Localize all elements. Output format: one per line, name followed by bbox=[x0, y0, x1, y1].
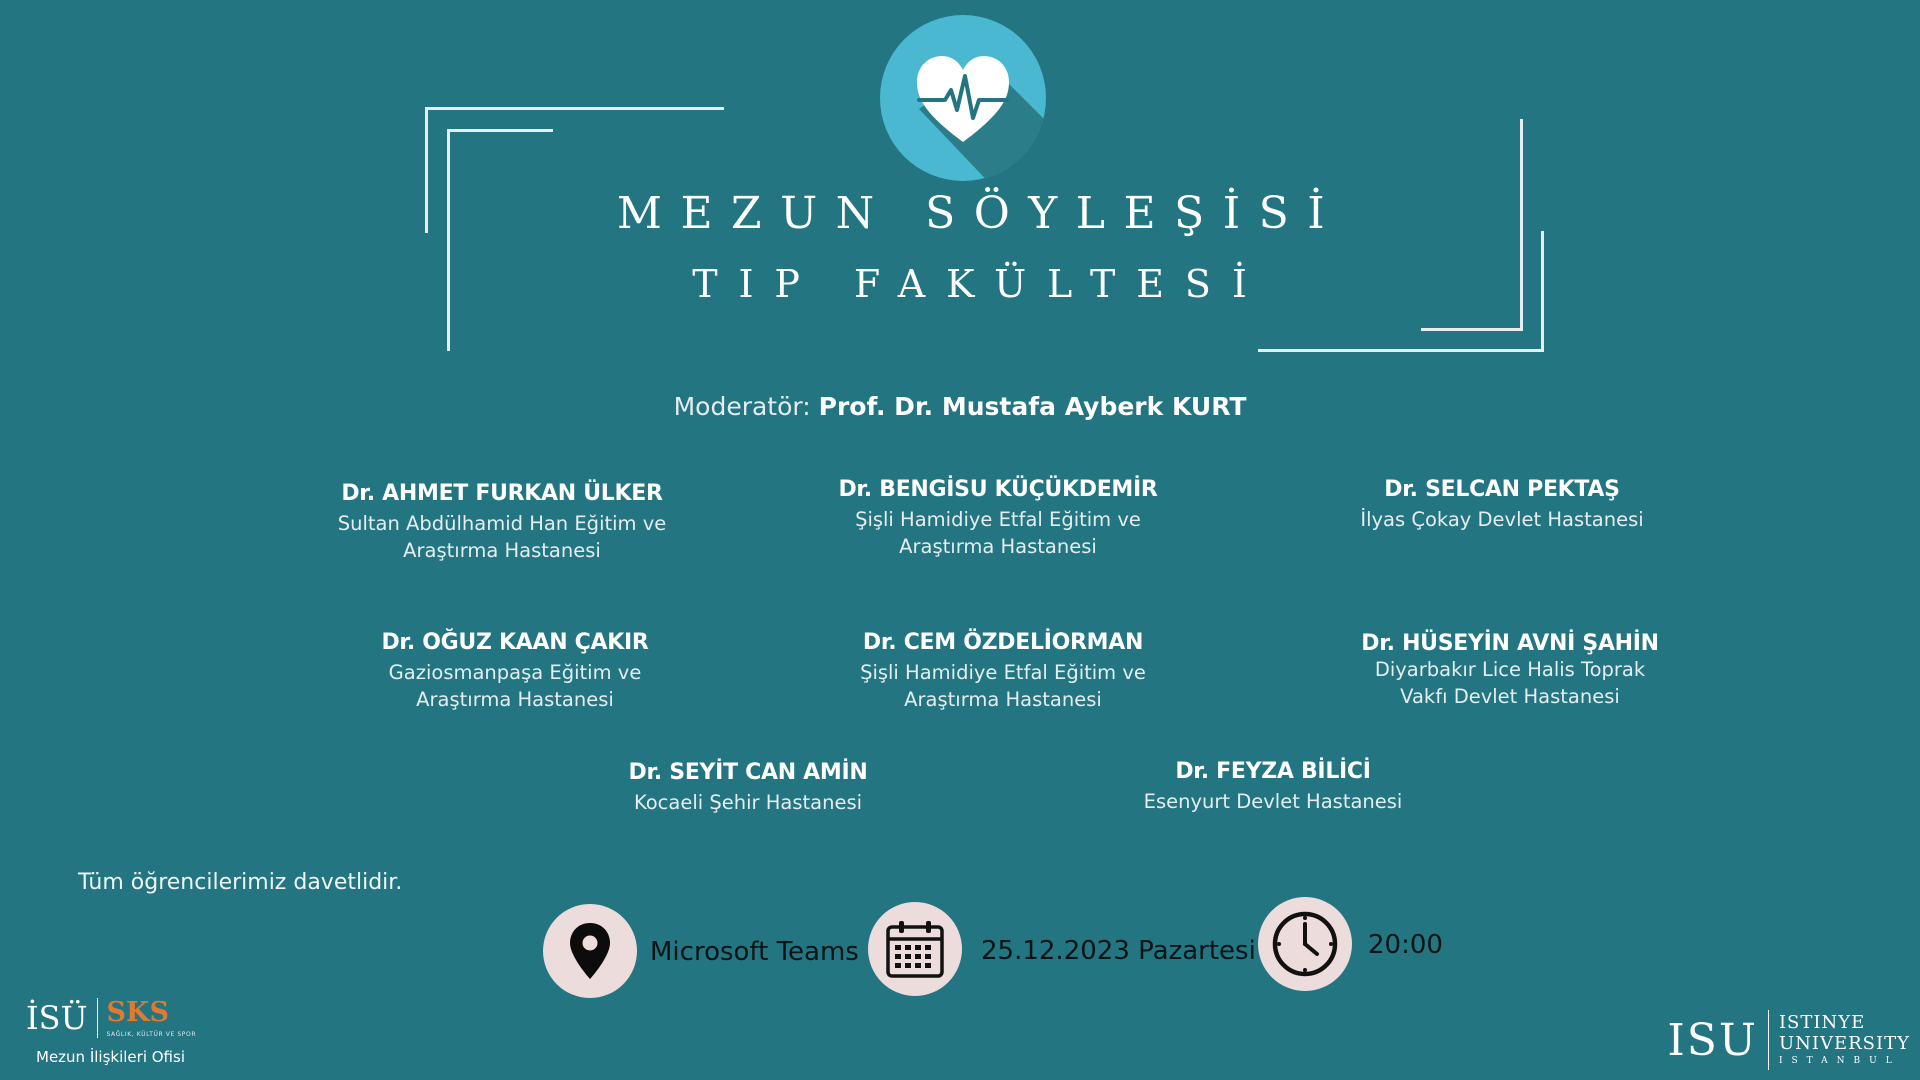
speaker-hospital: Gaziosmanpaşa Eğitim ve bbox=[388, 661, 642, 684]
speaker-hospital: Vakfı Devlet Hastanesi bbox=[1400, 685, 1620, 708]
clock-icon bbox=[1271, 910, 1339, 978]
frame-right-outer-bottom bbox=[1258, 349, 1544, 352]
speaker-hospital: Araştırma Hastanesi bbox=[416, 688, 614, 711]
location-text: Microsoft Teams bbox=[650, 937, 859, 967]
istinye-university-logo bbox=[1667, 1010, 1910, 1070]
logo-line-1: ISTINYE bbox=[1778, 1012, 1866, 1033]
speaker-name: Dr. OĞUZ KAAN ÇAKIR bbox=[381, 630, 649, 655]
frame-left-inner-side bbox=[447, 129, 450, 351]
speaker-name: Dr. HÜSEYİN AVNİ ŞAHİN bbox=[1361, 631, 1659, 656]
heartbeat-icon bbox=[879, 14, 1047, 182]
speaker-card bbox=[1292, 477, 1712, 533]
speaker-card bbox=[305, 630, 725, 713]
speaker-card bbox=[538, 760, 958, 816]
speaker-card bbox=[788, 477, 1208, 560]
logo-line-3: ISTANBUL bbox=[1778, 1056, 1901, 1066]
speaker-name: Dr. BENGİSU KÜÇÜKDEMİR bbox=[838, 477, 1158, 502]
speaker-name: Dr. SELCAN PEKTAŞ bbox=[1384, 477, 1620, 502]
speaker-hospital: Sultan Abdülhamid Han Eğitim ve bbox=[337, 512, 667, 535]
isu-logo-text: İSÜ bbox=[26, 999, 88, 1037]
speaker-name: Dr. SEYİT CAN AMİN bbox=[628, 760, 868, 785]
date-circle bbox=[868, 902, 962, 996]
logo-caption: Mezun İlişkileri Ofisi bbox=[36, 1048, 185, 1066]
logo-divider bbox=[97, 998, 98, 1038]
speaker-hospital: Şişli Hamidiye Etfal Eğitim ve bbox=[855, 508, 1141, 531]
sks-logo-subtext: SAĞLIK, KÜLTÜR VE SPOR bbox=[106, 1030, 197, 1038]
isu-wordmark: ISU bbox=[1667, 1014, 1758, 1066]
speaker-card bbox=[292, 481, 712, 564]
speaker-card bbox=[1300, 631, 1720, 710]
speaker-hospital: Araştırma Hastanesi bbox=[899, 535, 1097, 558]
frame-left-outer-top bbox=[425, 107, 724, 110]
speaker-card bbox=[793, 630, 1213, 713]
time-circle bbox=[1258, 897, 1352, 991]
speaker-hospital: Şişli Hamidiye Etfal Eğitim ve bbox=[860, 661, 1146, 684]
speaker-card bbox=[1063, 759, 1483, 815]
speaker-hospital: İlyas Çokay Devlet Hastanesi bbox=[1360, 508, 1644, 531]
sks-logo-text: SKS bbox=[106, 996, 169, 1028]
speaker-hospital: Araştırma Hastanesi bbox=[403, 539, 601, 562]
speaker-hospital: Diyarbakır Lice Halis Toprak bbox=[1374, 658, 1646, 681]
time-text: 20:00 bbox=[1368, 930, 1443, 960]
speaker-name: Dr. AHMET FURKAN ÜLKER bbox=[341, 481, 663, 506]
moderator-label: Moderatör: bbox=[673, 392, 811, 421]
moderator-name: Prof. Dr. Mustafa Ayberk KURT bbox=[818, 392, 1247, 421]
invite-text: Tüm öğrencilerimiz davetlidir. bbox=[78, 870, 403, 895]
speaker-hospital: Araştırma Hastanesi bbox=[904, 688, 1102, 711]
frame-right-inner-bottom bbox=[1421, 328, 1523, 331]
location-circle bbox=[543, 904, 637, 998]
speaker-name: Dr. CEM ÖZDELİORMAN bbox=[862, 630, 1144, 655]
event-subtitle: TIP FAKÜLTESİ bbox=[692, 262, 1268, 306]
logo-divider bbox=[1768, 1010, 1769, 1070]
event-title: MEZUN SÖYLEŞİSİ bbox=[616, 188, 1344, 239]
speaker-name: Dr. FEYZA BİLİCİ bbox=[1175, 759, 1371, 784]
moderator bbox=[0, 392, 1920, 421]
date-text: 25.12.2023 Pazartesi bbox=[981, 936, 1256, 966]
speaker-hospital: Esenyurt Devlet Hastanesi bbox=[1143, 790, 1403, 813]
logo-line-2: UNIVERSITY bbox=[1778, 1033, 1910, 1054]
calendar-icon bbox=[884, 918, 946, 980]
speaker-hospital: Kocaeli Şehir Hastanesi bbox=[633, 791, 863, 814]
location-pin-icon bbox=[567, 921, 613, 981]
frame-left-inner-top bbox=[447, 129, 553, 132]
sks-logo bbox=[26, 998, 196, 1066]
